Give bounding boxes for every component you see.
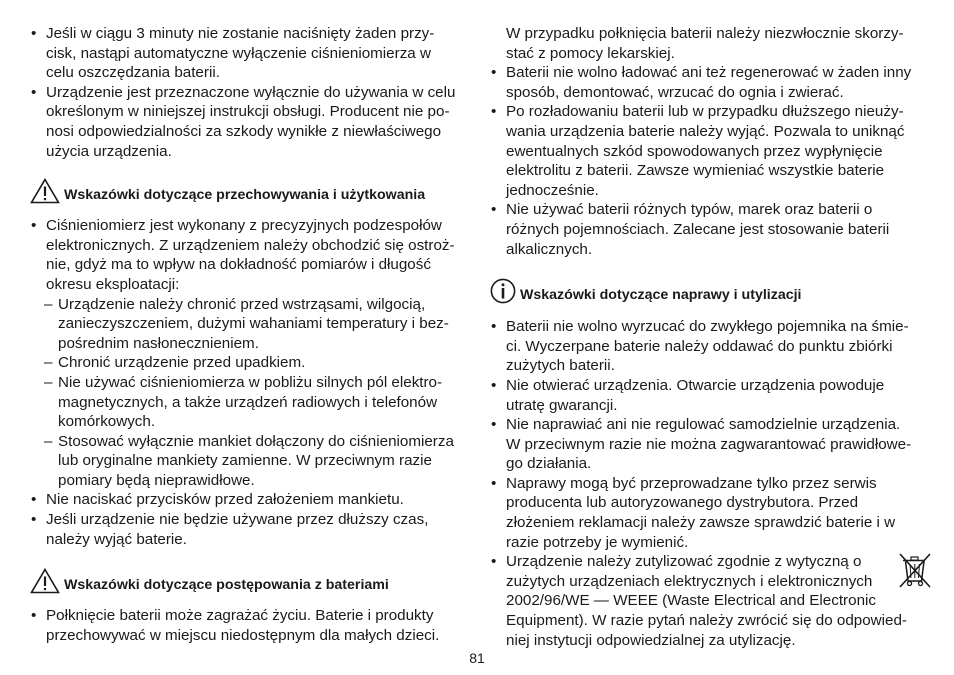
- bullet-battery-swallow: • Połknięcie baterii może zagrażać życiu. Baterie i produkty przechowywać w miejscu niedostępnym dla małych dzieci.: [30, 606, 468, 645]
- bullet-remove-discharged: • Po rozładowaniu baterii lub w przypadku dłuższego nieuży- wania urządzenia baterie należy wyjąć. Pozwala to uniknąć ewentualnych szkód spowodowanych przez wypłynięcie elektrolitu z baterii. Zawsze wymieniać wszystkie baterie jednocześnie.: [490, 102, 922, 200]
- warning-triangle-icon: [30, 568, 60, 594]
- bullet-auto-off: • Jeśli w ciągu 3 minuty nie zostanie naciśnięty żaden przy- cisk, nastąpi automatyczne wyłączenie ciśnieniomierza w celu oszczędzania baterii.: [30, 24, 468, 83]
- dash-item-drop: – Chronić urządzenie przed upadkiem.: [44, 354, 306, 372]
- bullet-no-self-repair: • Nie naprawiać ani nie regulować samodzielnie urządzenia. W przeciwnym razie nie można zagwarantować prawidłowe- go działania.: [490, 415, 922, 474]
- dash-item-fields: – Nie używać ciśnieniomierza w pobliżu silnych pól elektro- magnetycznych, a także urządzeń radiowych i telefonów komórkowych.: [44, 373, 443, 431]
- bullet-no-recharge: • Baterii nie wolno ładować ani też regenerować w żaden inny sposób, demontować, wrzucać do ognia i zwierać.: [490, 63, 922, 102]
- bullet-intended-use: • Urządzenie jest przeznaczone wyłącznie do używania w celu określonym w niniejszej instrukcji obsługi. Producent nie po- nosi odpowiedzialności za szkody wynikłe z niewłaściwego użycia urządzenia.: [30, 83, 468, 161]
- dash-item-protect: – Urządzenie należy chronić przed wstrząsami, wilgocią, zanieczyszczeniem, dużymi wahaniami temperatury i bez- pośrednim nasłonecznieniem.: [44, 295, 449, 352]
- bullet-precision-device: • Ciśnieniomierz jest wykonany z precyzyjnych podzespołów elektronicznych. Z urządzeniem należy obchodzić się ostroż- nie, gdyż ma to wpływ na dokładność pomiarów i długość okresu eksploatacji:: [30, 216, 468, 294]
- bullet-no-buttons: • Nie naciskać przycisków przed założeniem mankietu.: [30, 490, 468, 510]
- left-column: [30, 24, 468, 645]
- crossed-out-wheelie-bin-icon: [898, 552, 932, 590]
- bullet-battery-disposal: • Baterii nie wolno wyrzucać do zwykłego pojemnika na śmie- ci. Wyczerpane baterie należy oddawać do punktu zbiórki zużytych baterii.: [490, 317, 922, 376]
- battery-swallow-continuation: W przypadku połknięcia baterii należy niezwłocznie skorzy- stać z pomocy lekarskiej.: [506, 25, 904, 62]
- warning-triangle-icon: [30, 178, 60, 204]
- repair-heading: Wskazówki dotyczące naprawy i utylizacji: [490, 278, 922, 304]
- battery-heading: Wskazówki dotyczące postępowania z bateriami: [30, 568, 468, 594]
- info-circle-icon: [490, 278, 516, 304]
- bullet-weee-disposal: • Urządzenie należy zutylizować zgodnie z wytyczną o zużytych urządzeniach elektrycznych i elektronicznych 2002/96/WE — WEEE (Waste Electrical and Electronic Equipment). W razie pytań należy zwrócić się do odpowied- niej instytucji odpowiedzialnej za utylizację.: [490, 552, 922, 650]
- storage-heading: Wskazówki dotyczące przechowywania i użytkowania: [30, 178, 468, 204]
- bullet-do-not-open: • Nie otwierać urządzenia. Otwarcie urządzenia powoduje utratę gwarancji.: [490, 376, 922, 415]
- bullet-authorized-service: • Naprawy mogą być przeprowadzane tylko przez serwis producenta lub autoryzowanego dystrybutora. Przed złożeniem reklamacji należy zawsze sprawdzić baterie i w razie potrzeby je wymienić.: [490, 474, 922, 552]
- bullet-battery-types: • Nie używać baterii różnych typów, marek oraz baterii o różnych pojemnościach. Zalecane jest stosowanie baterii alkalicznych.: [490, 200, 922, 259]
- right-column: [490, 24, 922, 650]
- dash-item-cuff: – Stosować wyłącznie mankiet dołączony do ciśnieniomierza lub oryginalne mankiety zamienne. W przeciwnym razie pomiary będą nieprawidłowe.: [44, 432, 454, 489]
- page-number: 81: [469, 650, 485, 666]
- bullet-remove-batteries: • Jeśli urządzenie nie będzie używane przez dłuższy czas, należy wyjąć baterie.: [30, 510, 468, 549]
